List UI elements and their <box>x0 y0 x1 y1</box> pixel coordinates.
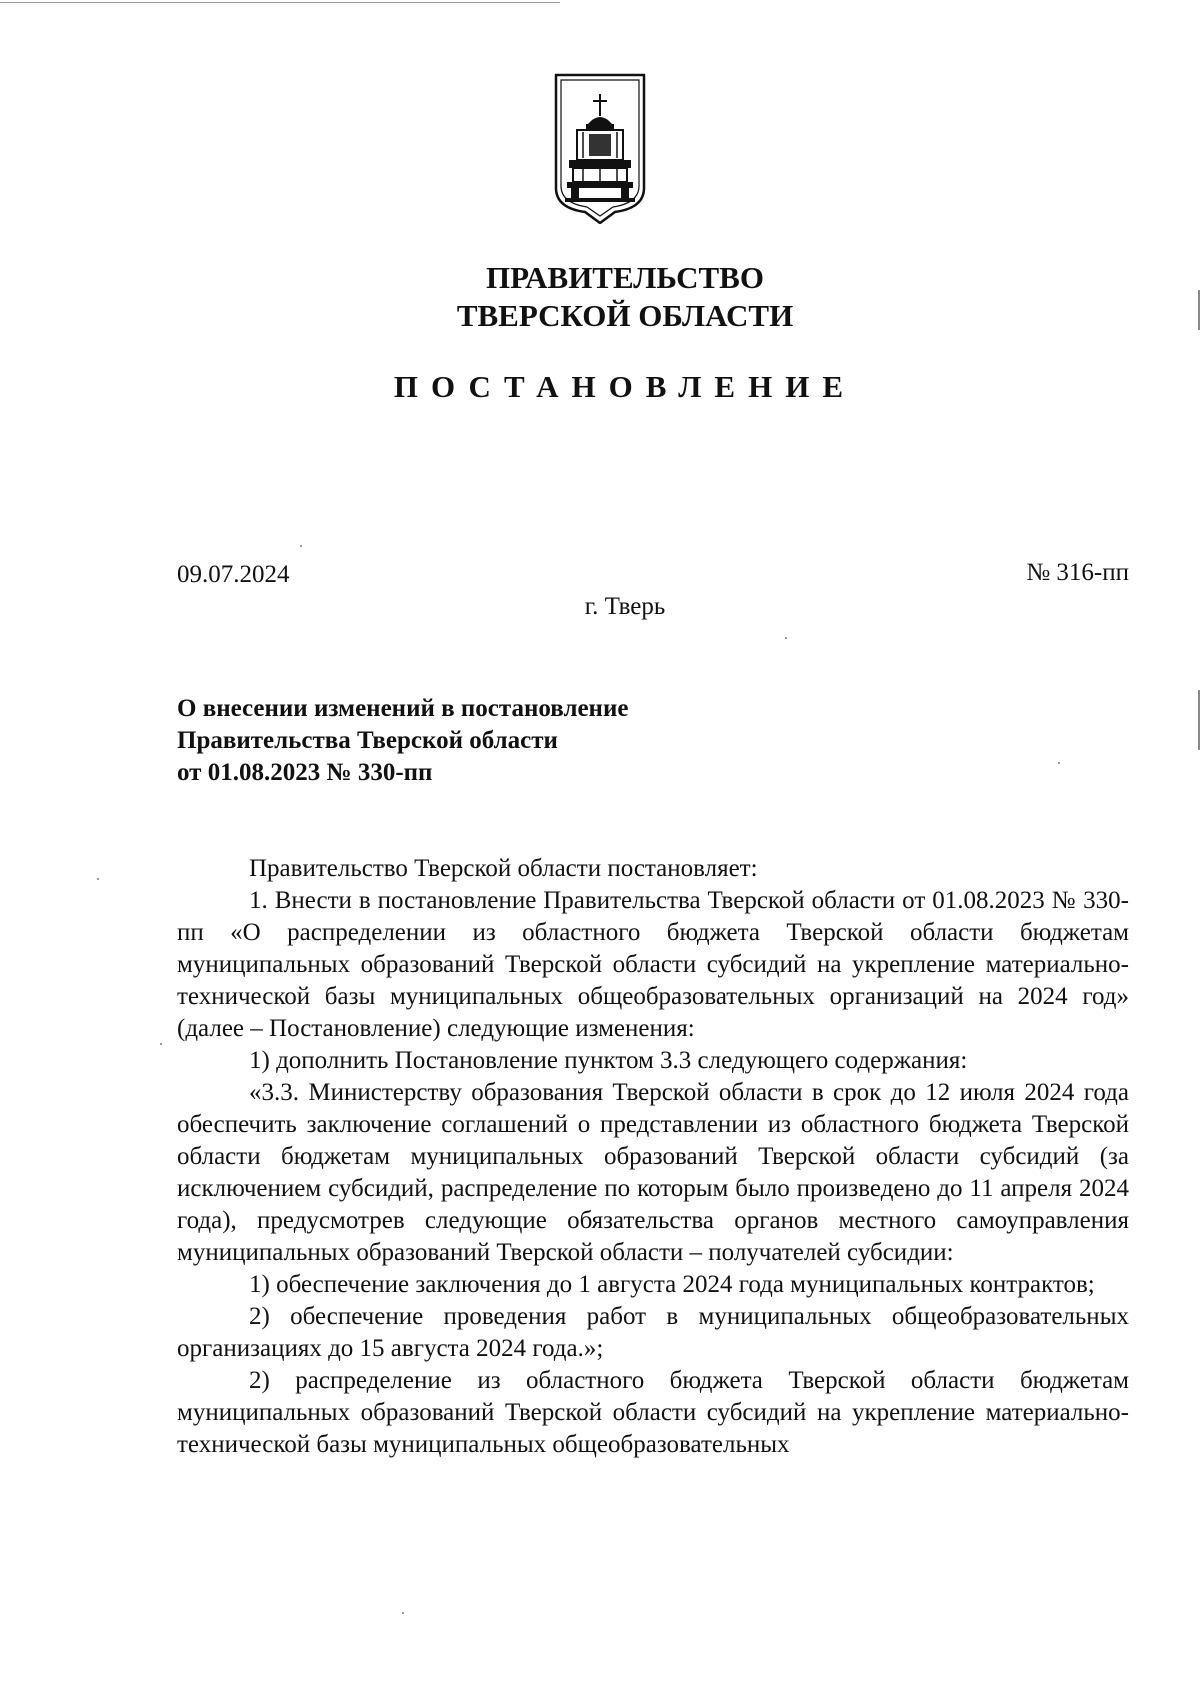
document-date: 09.07.2024 <box>177 561 290 588</box>
scan-speck <box>160 1043 162 1045</box>
body-paragraph: 2) распределение из областного бюджета Тверской области бюджетам муниципальных образований Тверской области субсидий на укрепление материально-технической базы муниципальных общеобразовательных <box>177 1367 1129 1458</box>
body-paragraph: 1) дополнить Постановление пунктом 3.3 следующего содержания: <box>249 1047 968 1074</box>
body-paragraph: 2) обеспечение проведения работ в муниципальных общеобразовательных организациях до 15 августа 2024 года.»; <box>177 1303 1129 1362</box>
document-subject <box>177 693 628 789</box>
scan-speck <box>97 878 99 880</box>
body-paragraph: «3.3. Министерству образования Тверской области в срок до 12 июля 2024 года обеспечить заключение соглашений о представлении из областного бюджета Тверской области бюджетам муниципальных образований Тверской области субсидий (за исключением субсидий, распределение по которым было произведено до 11 апреля 2024 года), предусмотрев следующие обязательства органов местного самоуправления муниципальных образований Тверской области – получателей субсидии: <box>177 1079 1129 1266</box>
document-number: № 316-пп <box>1026 559 1129 586</box>
subject-line: Правительства Тверской области <box>177 727 558 754</box>
scan-speck <box>300 545 302 547</box>
scan-speck <box>1058 762 1060 764</box>
document-city: г. Тверь <box>584 593 666 620</box>
document-body <box>177 853 1129 1461</box>
body-paragraph: Правительство Тверской области постановляет: <box>249 855 758 882</box>
government-title-line2: ТВЕРСКОЙ ОБЛАСТИ <box>456 298 794 333</box>
scan-speck <box>785 637 787 639</box>
body-paragraph: 1) обеспечение заключения до 1 августа 2024 года муниципальных контрактов; <box>249 1271 1095 1298</box>
document-type: ПОСТАНОВЛЕНИЕ <box>393 369 857 404</box>
government-title-line1: ПРАВИТЕЛЬСТВО <box>486 260 764 295</box>
body-paragraph: 1. Внести в постановление Правительства Тверской области от 01.08.2023 № 330-пп «О распределении из областного бюджета Тверской области бюджетам муниципальных образований Тверской области субсидий на укрепление материально-технической базы муниципальных общеобразовательных организаций на 2024 год» (далее – Постановление) следующие изменения: <box>177 887 1129 1042</box>
subject-line: О внесении изменений в постановление <box>177 695 629 722</box>
tver-coat-of-arms-icon <box>553 72 647 224</box>
scan-speck <box>402 1612 404 1614</box>
scan-edge-line <box>0 2 560 3</box>
subject-line: от 01.08.2023 № 330-пп <box>177 759 433 786</box>
